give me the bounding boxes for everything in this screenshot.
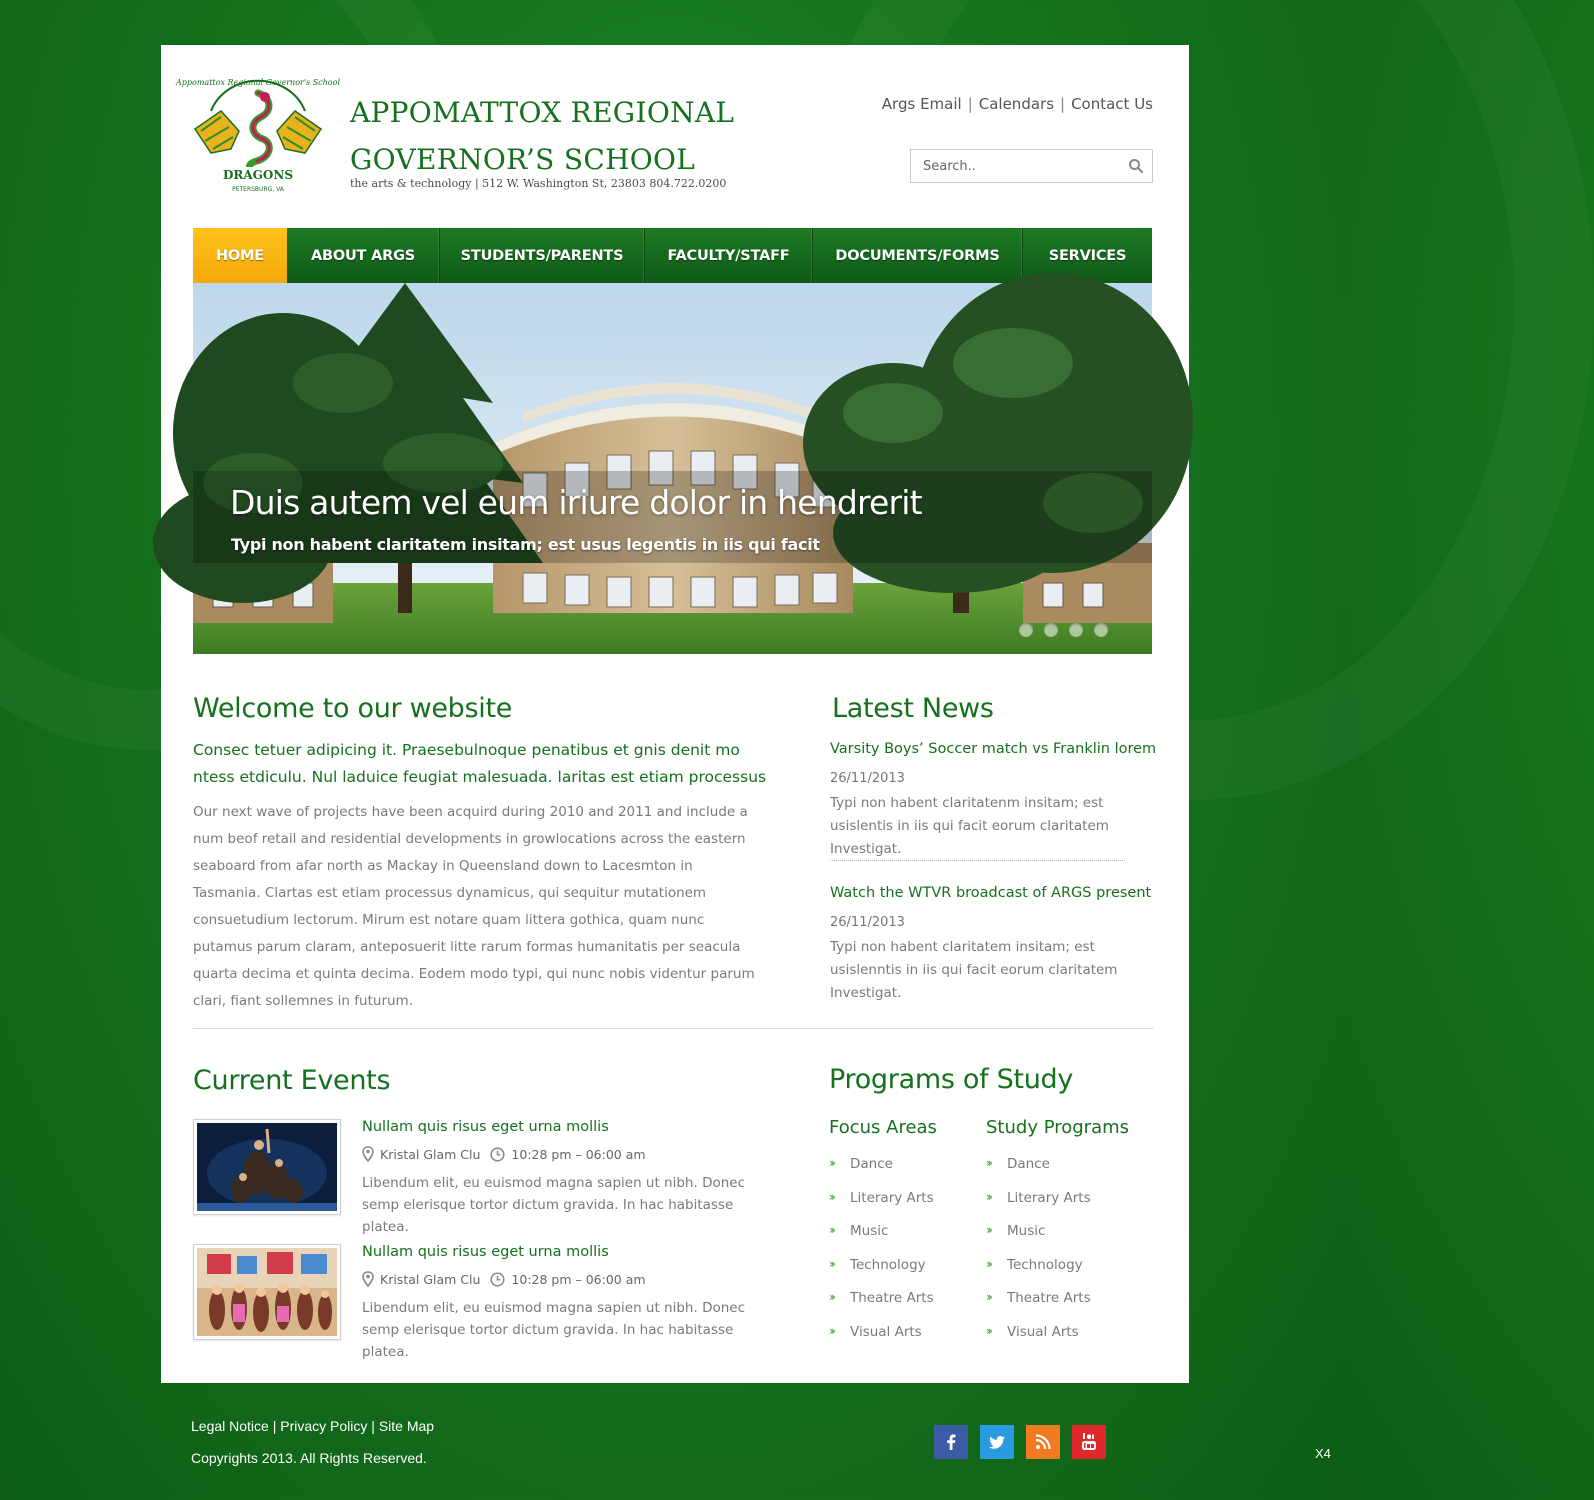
focus-item-label: Dance — [850, 1156, 893, 1172]
event-location: Kristal Glam Clu — [380, 1146, 481, 1162]
main-nav — [193, 228, 1152, 283]
event-time: 10:28 pm – 06:00 am — [511, 1146, 646, 1162]
study-item-music[interactable] — [986, 1223, 1129, 1257]
school-logo[interactable] — [176, 71, 340, 197]
logo-subtext: PETERSBURG, VA — [232, 186, 284, 193]
news-title: Latest News — [832, 693, 994, 724]
double-chevron-icon: ›› — [986, 1323, 990, 1338]
slider-dot[interactable] — [1094, 623, 1108, 637]
focus-item-technology[interactable] — [829, 1257, 937, 1291]
event-desc: Libendum elit, eu euismod magna sapien ut nibh. Donec semp elerisque tortor dictum gravida. In hac habitasse platea. — [362, 1175, 746, 1235]
focus-areas-title: Focus Areas — [829, 1117, 937, 1138]
focus-item-visual-arts[interactable] — [829, 1324, 937, 1358]
study-item-theatre-arts[interactable] — [986, 1290, 1129, 1324]
event-item — [193, 1244, 773, 1360]
search-icon[interactable] — [1128, 158, 1144, 174]
double-chevron-icon: ›› — [829, 1290, 833, 1305]
youtube-icon[interactable] — [1072, 1425, 1106, 1459]
study-item-label: Literary Arts — [1007, 1189, 1091, 1206]
footer-link-legal-notice[interactable]: Legal Notice — [191, 1418, 269, 1434]
news-item — [830, 885, 1160, 1005]
focus-item-music[interactable] — [829, 1223, 937, 1257]
copyright: Copyrights 2013. All Rights Reserved. — [191, 1450, 427, 1466]
double-chevron-icon: ›› — [829, 1156, 833, 1170]
news-date: 26/11/2013 — [830, 915, 905, 930]
footer-link-privacy-policy[interactable]: Privacy Policy — [280, 1418, 368, 1434]
event-meta — [362, 1146, 646, 1162]
welcome-title: Welcome to our website — [193, 693, 513, 724]
location-pin-icon — [362, 1271, 374, 1287]
corner-tag: X4 — [1315, 1446, 1331, 1461]
event-meta — [362, 1271, 646, 1287]
search-box — [910, 149, 1153, 183]
rss-icon[interactable] — [1026, 1425, 1060, 1459]
events-title: Current Events — [193, 1065, 391, 1096]
location-pin-icon — [362, 1146, 374, 1162]
news-date: 26/11/2013 — [830, 771, 905, 786]
news-item — [830, 741, 1160, 861]
slider-dots — [1019, 623, 1108, 637]
study-item-label: Technology — [1007, 1256, 1083, 1273]
study-item-literary-arts[interactable] — [986, 1190, 1129, 1224]
double-chevron-icon: ›› — [829, 1323, 833, 1338]
study-item-visual-arts[interactable] — [986, 1324, 1129, 1358]
slider-dot[interactable] — [1069, 623, 1083, 637]
focus-item-theatre-arts[interactable] — [829, 1290, 937, 1324]
news-headline[interactable]: Watch the WTVR broadcast of ARGS present — [830, 885, 1152, 901]
site-title[interactable] — [350, 89, 780, 183]
double-chevron-icon: ›› — [829, 1223, 833, 1238]
study-item-label: Visual Arts — [1007, 1323, 1079, 1340]
slide-title: Duis autem vel eum iriure dolor in hendrerit — [230, 483, 922, 522]
focus-item-label: Technology — [850, 1256, 926, 1273]
event-thumbnail[interactable] — [193, 1119, 341, 1215]
event-desc: Libendum elit, eu euismod magna sapien ut nibh. Donec semp elerisque tortor dictum gravida. In hac habitasse platea. — [362, 1300, 746, 1360]
twitter-icon[interactable] — [980, 1425, 1014, 1459]
double-chevron-icon: ›› — [829, 1256, 833, 1271]
separator: | — [967, 95, 973, 113]
nav-services[interactable]: SERVICES — [1048, 247, 1127, 264]
focus-item-label: Literary Arts — [850, 1189, 934, 1206]
hero-image — [193, 283, 1152, 654]
study-programs-list — [986, 1156, 1129, 1358]
site-tagline: the arts & technology | 512 W. Washington St, 23803 804.722.0200 — [350, 177, 727, 190]
news-desc: Typi non habent claritatem insitam; est usislenntis in iis qui facit eorum claritatem Investigat. — [830, 939, 1118, 1001]
svg-text:Appomattox Regional Governor's: Appomattox Regional Governor's School — [176, 78, 340, 87]
welcome-body: Our next wave of projects have been acquird during 2010 and 2011 and include a num beof retail and residential developments in growlocations across the eastern seaboard from afar north as Mackay in Queensland down to Lacesmton in Tasmania. Clartas est etiam processus dynamicus, qui sequitur mutationem consuetudium lectorum. Mirum est notare quam littera gothica, quam nunc putamus parum claram, anteposuerit litte rarum formas humanitatis per seacula quarta decima et quinta decima. Eodem modo typi, qui nunc nobis videntur parum clari, fiant sollemnes in futurum. — [193, 804, 755, 1009]
slider-dot[interactable] — [1019, 623, 1033, 637]
double-chevron-icon: ›› — [829, 1189, 833, 1204]
separator: | — [1060, 95, 1066, 113]
slider-dot[interactable] — [1044, 623, 1058, 637]
welcome-lead: Consec tetuer adipicing it. Praesebulnoque penatibus et gnis denit mo ntess etdiculu. Nul laduice feugiat malesuada. laritas est etiam processus — [193, 741, 767, 786]
double-chevron-icon: ›› — [986, 1290, 990, 1305]
section-divider — [193, 1028, 1154, 1029]
logo-text: DRAGONS — [222, 168, 294, 182]
study-programs-column — [986, 1117, 1129, 1358]
event-thumbnail[interactable] — [193, 1244, 341, 1340]
programs-title: Programs of Study — [829, 1064, 1074, 1095]
page-container — [161, 45, 1189, 1383]
study-item-label: Music — [1007, 1223, 1046, 1240]
focus-areas-list — [829, 1156, 937, 1358]
social-links — [934, 1425, 1106, 1459]
news-divider — [830, 860, 1125, 861]
focus-item-label: Music — [850, 1223, 889, 1240]
double-chevron-icon: ›› — [986, 1223, 990, 1238]
event-time-wrap — [490, 1147, 645, 1162]
site-title-line1: APPOMATTOX REGIONAL — [350, 96, 735, 129]
news-headline[interactable]: Varsity Boys’ Soccer match vs Franklin lorem — [830, 741, 1157, 757]
study-programs-title: Study Programs — [986, 1117, 1130, 1138]
site-title-line2: GOVERNOR’S SCHOOL — [350, 143, 696, 176]
study-item-technology[interactable] — [986, 1257, 1129, 1291]
double-chevron-icon: ›› — [986, 1156, 990, 1170]
double-chevron-icon: ›› — [986, 1256, 990, 1271]
event-title[interactable]: Nullam quis risus eget urna mollis — [362, 1244, 609, 1260]
slide-subtitle: Typi non habent claritatem insitam; est usus legentis in iis qui facit — [231, 535, 820, 554]
nav-documents-forms[interactable]: DOCUMENTS/FORMS — [813, 228, 1023, 283]
clock-icon — [490, 1272, 505, 1287]
top-link-contact-us[interactable]: Contact Us — [1071, 95, 1153, 113]
focus-item-dance[interactable] — [829, 1156, 937, 1190]
event-time: 10:28 pm – 06:00 am — [511, 1271, 646, 1287]
nav-about-args[interactable]: ABOUT ARGS — [287, 228, 440, 283]
study-item-label: Theatre Arts — [1007, 1290, 1091, 1307]
hero-slider[interactable] — [193, 283, 1152, 654]
top-links — [882, 95, 1153, 113]
search-input[interactable] — [911, 150, 1111, 182]
top-link-calendars[interactable]: Calendars — [978, 95, 1055, 113]
nav-students-parents[interactable]: STUDENTS/PARENTS — [440, 228, 645, 283]
top-link-args-email[interactable]: Args Email — [881, 95, 962, 113]
focus-item-literary-arts[interactable] — [829, 1190, 937, 1224]
footer-link-site-map[interactable]: Site Map — [378, 1418, 435, 1434]
focus-item-label: Visual Arts — [850, 1323, 922, 1340]
footer-links: Legal Notice | Privacy Policy | Site Map — [191, 1418, 435, 1434]
focus-item-label: Theatre Arts — [850, 1290, 934, 1307]
nav-home[interactable]: HOME — [193, 228, 287, 283]
event-title[interactable]: Nullam quis risus eget urna mollis — [362, 1119, 609, 1135]
clock-icon — [490, 1147, 505, 1162]
focus-areas-column — [829, 1117, 937, 1358]
facebook-icon[interactable] — [934, 1425, 968, 1459]
event-item — [193, 1119, 773, 1235]
nav-faculty-staff[interactable]: FACULTY/STAFF — [645, 228, 813, 283]
study-item-dance[interactable] — [986, 1156, 1129, 1190]
double-chevron-icon: ›› — [986, 1189, 990, 1204]
event-location: Kristal Glam Clu — [380, 1271, 481, 1287]
news-desc: Typi non habent claritatenm insitam; est usislentis in iis qui facit eorum claritatem Investigat. — [830, 795, 1109, 857]
study-item-label: Dance — [1007, 1156, 1050, 1172]
event-time-wrap — [490, 1272, 645, 1287]
